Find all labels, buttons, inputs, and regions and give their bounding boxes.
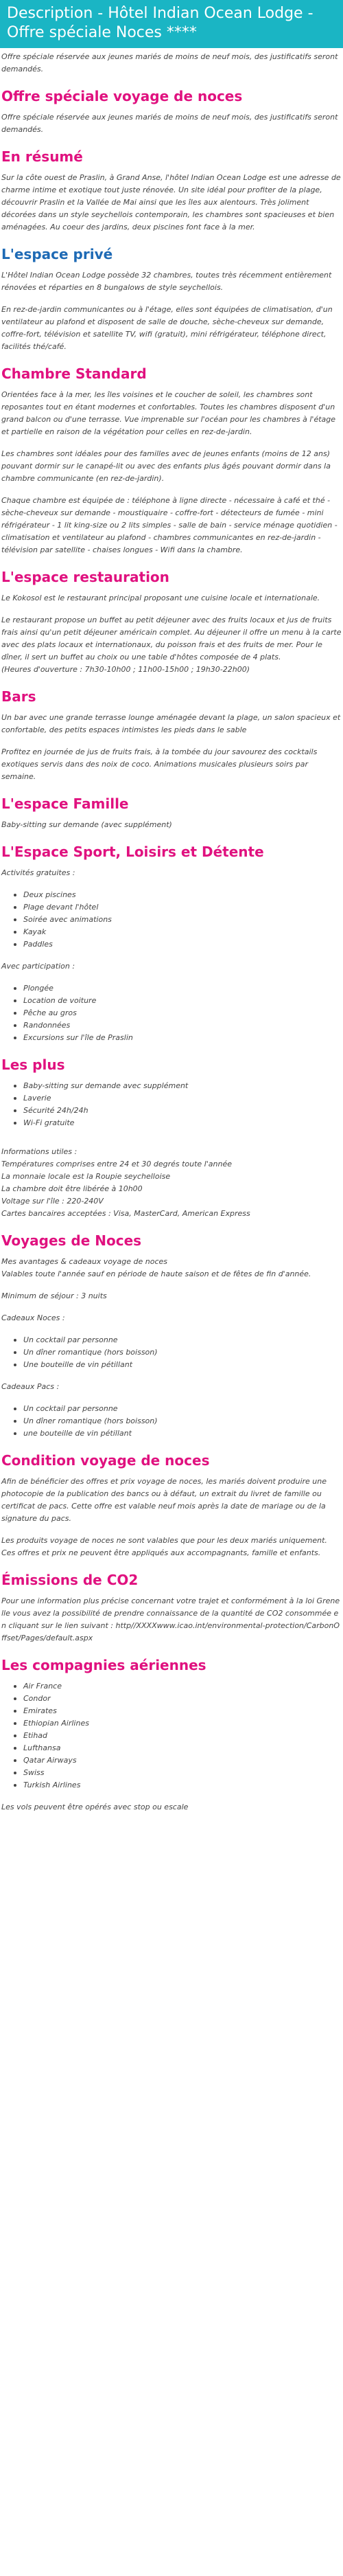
sport-free-list [1, 889, 342, 951]
condition-text-2: Les produits voyage de noces ne sont valables que pour les deux mariés uniquement. Ces offres et prix ne peuvent être appliqués aux accompagnants, famille et enfants. [1, 1536, 327, 1557]
offre-text: Offre spéciale réservée aux jeunes mariés de moins de neuf mois, des justificatifs seront demandés. [1, 113, 338, 134]
section-title-noces: Voyages de Noces [1, 1232, 142, 1249]
section-title-standard: Chambre Standard [1, 365, 147, 382]
sport-paid-list [1, 982, 342, 1044]
list-item: Kayak [23, 926, 342, 938]
bars-text-1: Un bar avec une grande terrasse lounge aménagée devant la plage, un salon spacieux et confortable, des petits espaces intimistes les pieds dans le sable [1, 713, 341, 734]
intro-text: Offre spéciale réservée aux jeunes mariés de moins de neuf mois, des justificatifs seront demandés. [1, 52, 338, 74]
list-item: Qatar Airways [23, 1754, 342, 1767]
cadeaux-pacs-label: Cadeaux Pacs : [1, 1382, 60, 1391]
resume-text: Sur la côte ouest de Praslin, à Grand Anse, l'hôtel Indian Ocean Lodge est une adresse de charme intime et exotique tout juste rénovée. Un site idéal pour profiter de la plage, découvrir Praslin et la Vallée de Mai ainsi que les îles aux alentours. Très joliment décorées dans un style seychellois contemporain, les chambres sont spacieuses et bien aménagées. Au coeur des jardins, deux piscines font face à la mer. [1, 173, 341, 231]
section-title-sport: L'Espace Sport, Loisirs et Détente [1, 844, 264, 860]
cadeaux-noces-label: Cadeaux Noces : [1, 1313, 65, 1322]
main-content [0, 48, 343, 1814]
list-item: Wi-Fi gratuite [23, 1117, 342, 1129]
restauration-text-2-body: Le restaurant propose un buffet au petit déjeuner avec des fruits locaux et jus de fruits frais ainsi qu'un petit déjeuner américain complet. Au déjeuner il offre un menu à la carte avec des plats locaux et internationaux, du poisson frais et des fruits de mer. Pour le dîner, il sert un buffet au choix ou une table d'hôtes composée de 4 plats. [1, 615, 342, 662]
restauration-text-2 [1, 614, 342, 664]
infos-block [1, 1146, 342, 1220]
section-title-famille: L'espace Famille [1, 795, 129, 812]
infos-line: La monnaie locale est la Roupie seychelloise [1, 1172, 171, 1181]
list-item: Lufthansa [23, 1742, 342, 1754]
noces-intro [1, 1256, 342, 1280]
list-item: Location de voiture [23, 995, 342, 1007]
section-title-restauration: L'espace restauration [1, 569, 169, 585]
list-item: Baby-sitting sur demande avec supplément [23, 1080, 342, 1092]
restauration-text-1: Le Kokosol est le restaurant principal proposant une cuisine locale et internationale. [1, 594, 320, 602]
page-title-banner [0, 0, 343, 48]
section-title-offre: Offre spéciale voyage de noces [1, 88, 243, 104]
infos-line: Températures comprises entre 24 et 30 degrés toute l'année [1, 1160, 232, 1168]
list-item: Swiss [23, 1767, 342, 1779]
noces-line: Mes avantages & cadeaux voyage de noces [1, 1257, 168, 1266]
infos-line: La chambre doit être libérée à 10h00 [1, 1184, 143, 1193]
standard-text-2: Les chambres sont idéales pour des familles avec de jeunes enfants (moins de 12 ans) pouvant dormir sur le canapé-lit ou avec des enfants plus âgés pouvant dormir dans la chambre communicante (en rez-de-jardin). [1, 449, 331, 483]
list-item: Soirée avec animations [23, 914, 342, 926]
sport-paid-label: Avec participation : [1, 962, 75, 971]
section-title-condition: Condition voyage de noces [1, 1452, 210, 1469]
list-item: Paddles [23, 938, 342, 951]
section-title-prive: L'espace privé [1, 246, 113, 262]
list-item: Une bouteille de vin pétillant [23, 1359, 342, 1371]
restauration-hours: (Heures d'ouverture : 7h30-10h00 ; 11h00-15h00 ; 19h30-22h00) [1, 665, 250, 674]
list-item: une bouteille de vin pétillant [23, 1427, 342, 1440]
infos-line: Voltage sur l'île : 220-240V [1, 1197, 104, 1206]
section-title-resume: En résumé [1, 148, 83, 165]
list-item: Un dîner romantique (hors boisson) [23, 1415, 342, 1427]
infos-line: Informations utiles : [1, 1147, 78, 1156]
famille-text: Baby-sitting sur demande (avec supplément) [1, 820, 172, 829]
section-title-plus: Les plus [1, 1057, 65, 1073]
list-item: Plongée [23, 982, 342, 995]
sport-free-label: Activités gratuites : [1, 868, 75, 877]
list-item: Condor [23, 1693, 342, 1705]
list-item: Laverie [23, 1092, 342, 1105]
list-item: Un dîner romantique (hors boisson) [23, 1346, 342, 1359]
list-item: Emirates [23, 1705, 342, 1717]
list-item: Un cocktail par personne [23, 1403, 342, 1415]
list-item: Etihad [23, 1730, 342, 1742]
section-title-bars: Bars [1, 688, 36, 705]
cadeaux-pacs-list [1, 1403, 342, 1440]
list-item: Deux piscines [23, 889, 342, 901]
cadeaux-noces-list [1, 1334, 342, 1371]
list-item: Randonnées [23, 1019, 342, 1032]
compagnies-list [1, 1680, 342, 1792]
co2-text: Pour une information plus précise concernant votre trajet et conformément à la loi Grenelle vous avez la possibilité de prendre connaissance de la quantité de CO2 consommée en cliquant sur le lien suivant : http//XXXXwww.icao.int/environmental-protection/CarbonOffset/Pages/default.aspx [1, 1596, 340, 1642]
standard-text-3: Chaque chambre est équipée de : téléphone à ligne directe - nécessaire à café et thé - sèche-cheveux sur demande - moustiquaire - coffre-fort - détecteurs de fumée - mini réfrigérateur - 1 lit king-size ou 2 lits simples - salle de bain - service ménage quotidien - climatisation et ventilateur au plafond - chambres communicantes en rez-de-jardin - télévision par satellite - chaises longues - Wifi dans la chambre. [1, 496, 338, 554]
list-item: Excursions sur l'île de Praslin [23, 1032, 342, 1044]
infos-line: Cartes bancaires acceptées : Visa, MasterCard, American Express [1, 1209, 250, 1218]
list-item: Air France [23, 1680, 342, 1693]
list-item: Sécurité 24h/24h [23, 1105, 342, 1117]
condition-text-1: Afin de bénéficier des offres et prix voyage de noces, les mariés doivent produire une photocopie de la publication des bancs ou à défaut, un extrait du livret de famille ou certificat de pacs. Cette offre est valable neuf mois après la date de mariage ou de la signature du pacs. [1, 1477, 327, 1523]
list-item: Ethiopian Airlines [23, 1717, 342, 1730]
prive-text-1: L'Hôtel Indian Ocean Lodge possède 32 chambres, toutes très récemment entièrement rénovées et réparties en 8 bungalows de style seychellois. [1, 271, 332, 292]
standard-text-1: Orientées face à la mer, les îles voisines et le coucher de soleil, les chambres sont reposantes tout en étant modernes et confortables. Toutes les chambres disposent d'un grand balcon ou d'une terrasse. Vue imprenable sur l'océan pour les chambres à l'étage et partielle en raison de la végétation pour celles en rez-de-jardin. [1, 390, 336, 436]
plus-list [1, 1080, 342, 1129]
noces-minimum: Minimum de séjour : 3 nuits [1, 1291, 107, 1300]
list-item: Plage devant l'hôtel [23, 901, 342, 914]
section-title-compagnies: Les compagnies aériennes [1, 1657, 206, 1673]
page-title: Description - Hôtel Indian Ocean Lodge - Offre spéciale Noces **** [7, 5, 314, 41]
section-title-co2: Émissions de CO2 [1, 1572, 139, 1588]
bars-text-2: Profitez en journée de jus de fruits frais, à la tombée du jour savourez des cocktails exotiques servis dans des noix de coco. Animations musicales plusieurs soirs par semaine. [1, 747, 318, 781]
prive-text-2: En rez-de-jardin communicantes ou à l'étage, elles sont équipées de climatisation, d'un ventilateur au plafond et disposent de salle de douche, sèche-cheveux sur demande, coffre-fort, télévision et satellite TV, wifi (gratuit), mini réfrigérateur, téléphone direct, facilités thé/café. [1, 305, 333, 351]
list-item: Un cocktail par personne [23, 1334, 342, 1346]
list-item: Pêche au gros [23, 1007, 342, 1019]
compagnies-footer: Les vols peuvent être opérés avec stop ou escale [1, 1803, 189, 1811]
noces-line: Valables toute l'année sauf en période de haute saison et de fêtes de fin d'année. [1, 1269, 311, 1278]
list-item: Turkish Airlines [23, 1779, 342, 1792]
